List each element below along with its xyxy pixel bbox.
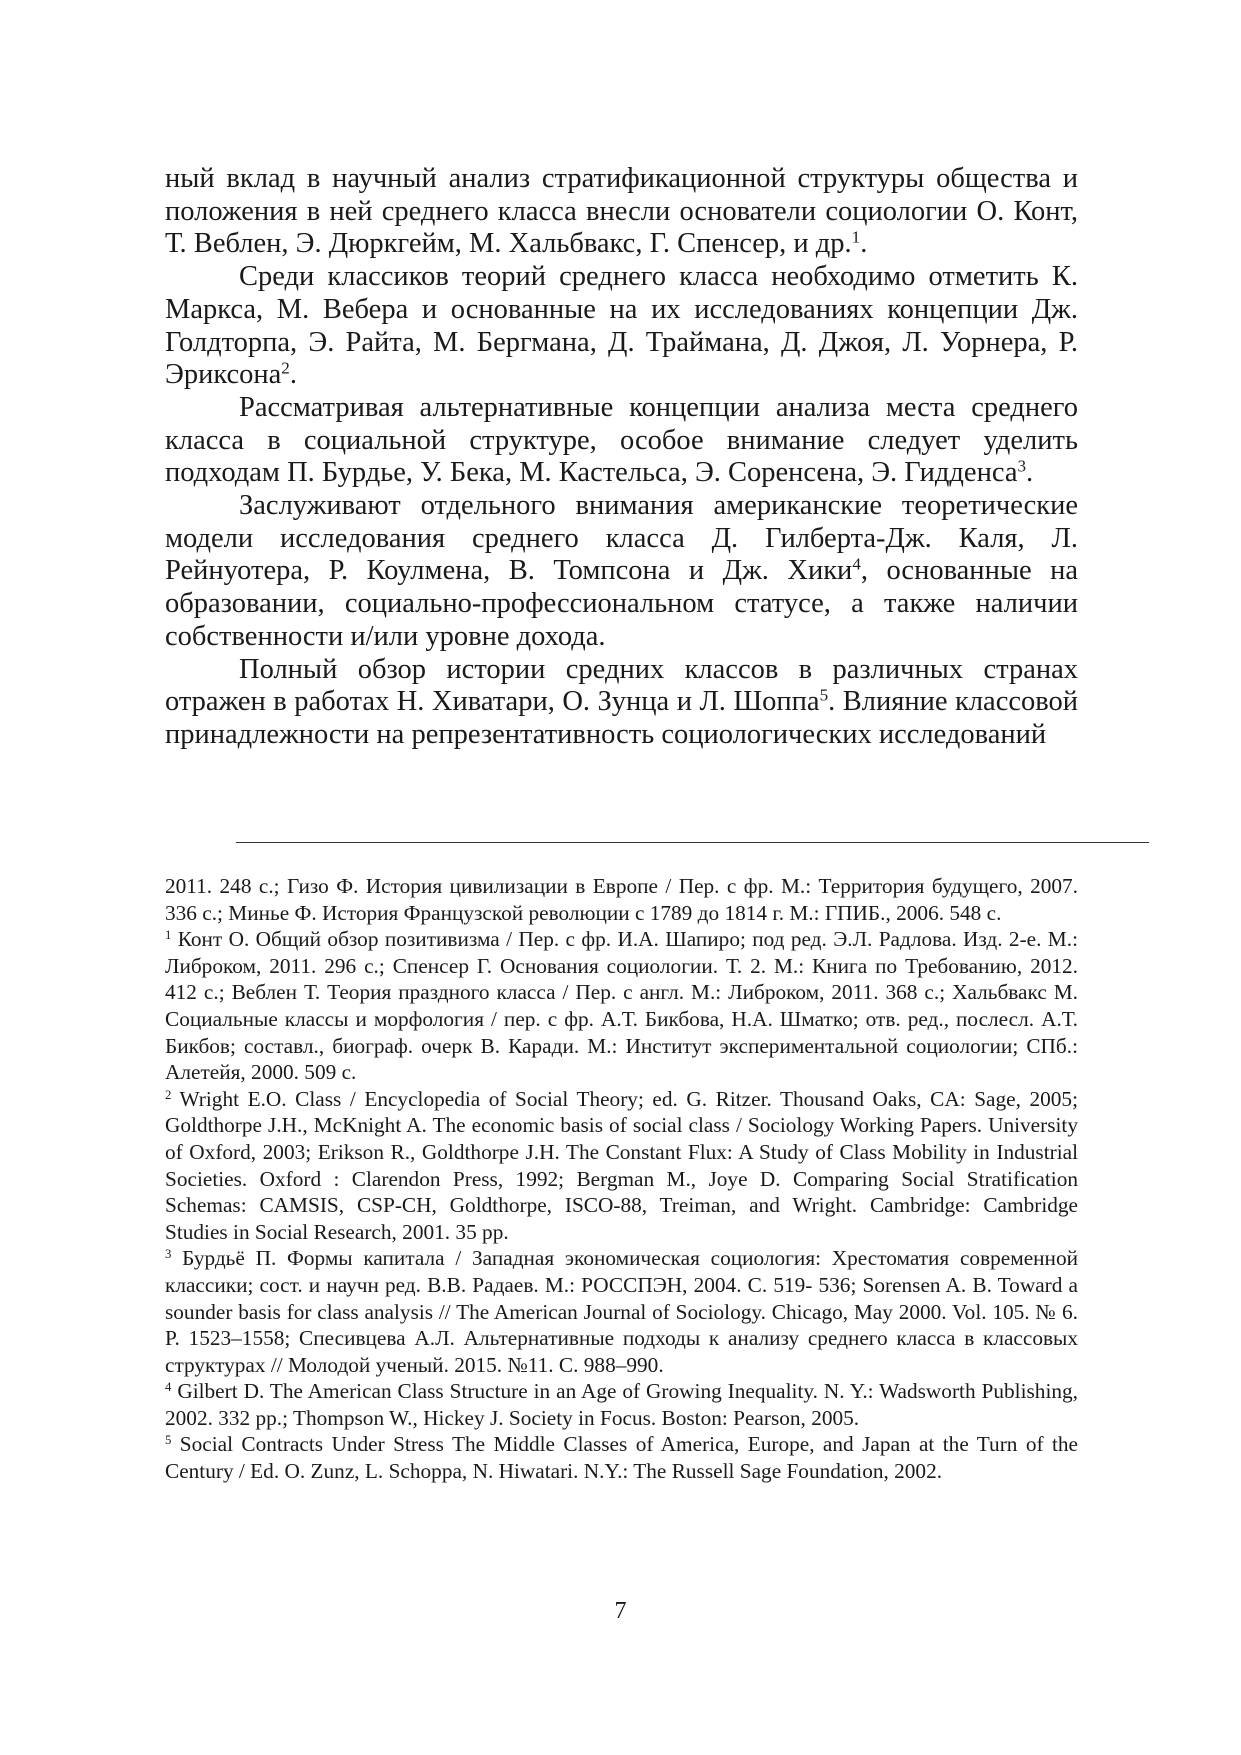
footnote-ref-3[interactable]: 3 — [1017, 456, 1027, 476]
footnote-ref-5[interactable]: 5 — [819, 685, 829, 705]
footnote-5: $^5$ Social Contracts Under Stress The Middle Classes of America, Europe, and Japan at the Turn of the Century / Ed. O. Zunz, L. Schoppa, N. Hiwatari. N.Y.: The Russell Sage Foundation, 2002. — [165, 1432, 1078, 1484]
footnote-2: $^2$ Wright E.O. Class / Encyclopedia of Social Theory; ed. G. Ritzer. Thousand Oaks, CA: Sage, 2005; Goldthorpe J.H., McKnight A. The economic basis of social class / Sociology Working Papers. University of Oxford, 2003; Erikson R., Goldthorpe J.H. The Constant Flux: A Study of Class Mobility in Industrial Societies. Oxford : Clarendon Press, 1992; Bergman M., Joye D. Comparing Social Stratification Schemas: CAMSIS, CSP-CH, Goldthorpe, ISCO-88, Treiman, and Wright. Cambridge: Cambridge Studies in Social Research, 2001. 35 pp. — [165, 1086, 1078, 1244]
footnote-ref-4[interactable]: 4 — [852, 555, 861, 575]
footnote-separator — [236, 842, 1149, 843]
footnote-ref-1[interactable]: 1 — [851, 228, 861, 248]
main-text — [165, 163, 1078, 752]
paragraph: Заслуживают отдельного внимания американские теоретические модели исследования среднего класса Д. Гилберта-Дж. Каля, Л. Рейнуотера, Р. Коулмена, В. Томпсона и Дж. Хики$^4$, основанные на образовании, социально-профессиональном статусе, а также наличии собственности и/или уровне дохода. — [165, 490, 1078, 652]
paragraph: Среди классиков теорий среднего класса необходимо отметить К. Маркса, М. Вебера и основанные на их исследованиях концепции Дж. Голдторпа, Э. Райта, М. Бергмана, Д. Траймана, Д. Джоя, Л. Уорнера, Р. Эриксона$^2$. — [165, 261, 1078, 391]
paragraph: Полный обзор истории средних классов в различных странах отражен в работах Н. Хиватари, О. Зунца и Л. Шоппа$^5$. Влияние классовой принадлежности на репрезентативность социологических исследований — [165, 653, 1079, 750]
page-number: 7 — [614, 1598, 627, 1624]
paragraph-continued: ный вклад в научный анализ стратификационной структуры общества и положения в ней среднего класса внесли основатели социологии О. Конт, Т. Веблен, Э. Дюркгейм, М. Хальбвакс, Г. Спенсер, и др.$^1$. — [165, 163, 1078, 260]
footnote-3: $^3$ Бурдьё П. Формы капитала / Западная экономическая социология: Хрестоматия современной классики; сост. и научн ред. В.В. Радаев. М.: РОССПЭН, 2004. С. 519- 536; Sorensen A. B. Toward a sounder basis for class analysis // The American Journal of Sociology. Chicago, May 2000. Vol. 105. № 6. P. 1523–1558; Спесивцева А.Л. Альтернативные подходы к анализу среднего класса в классовых структурах // Молодой ученый. 2015. №11. С. 988–990. — [165, 1246, 1078, 1377]
paragraph: Рассматривая альтернативные концепции анализа места среднего класса в социальной структуре, особое внимание следует уделить подходам П. Бурдье, У. Бека, М. Кастельса, Э. Соренсена, Э. Гидденса$^3$. — [165, 391, 1078, 489]
footnote-continued: 2011. 248 с.; Гизо Ф. История цивилизации в Европе / Пер. с фр. М.: Территория будущего, 2007. 336 с.; Минье Ф. История Французской революции с 1789 до 1814 г. М.: ГПИБ., 2006. 548 с. — [165, 874, 1078, 925]
footnotes — [165, 873, 1078, 1485]
footnote-4: $^4$ Gilbert D. The American Class Structure in an Age of Growing Inequality. N. Y.: Wadsworth Publishing, 2002. 332 pp.; Thompson W., Hickey J. Society in Focus. Boston: Pearson, 2005. — [165, 1379, 1078, 1430]
footnote-1: $^1$ Конт О. Общий обзор позитивизма / Пер. с фр. И.А. Шапиро; под ред. Э.Л. Радлова. Изд. 2-е. М.: Либроком, 2011. 296 с.; Спенсер Г. Основания социологии. Т. 2. М.: Книга по Требованию, 2012. 412 с.; Веблен Т. Теория праздного класса / Пер. с англ. М.: Либроком, 2011. 368 с.; Хальбвакс М. Социальные классы и морфология / пер. с фр. А.Т. Бикбова, Н.А. Шматко; отв. ред., послесл. А.Т. Бикбов; составл., биограф. очерк В. Каради. М.: Институт экспериментальной социологии; СПб.: Алетейя, 2000. 509 с. — [165, 927, 1078, 1085]
footnote-ref-2[interactable]: 2 — [281, 358, 290, 378]
